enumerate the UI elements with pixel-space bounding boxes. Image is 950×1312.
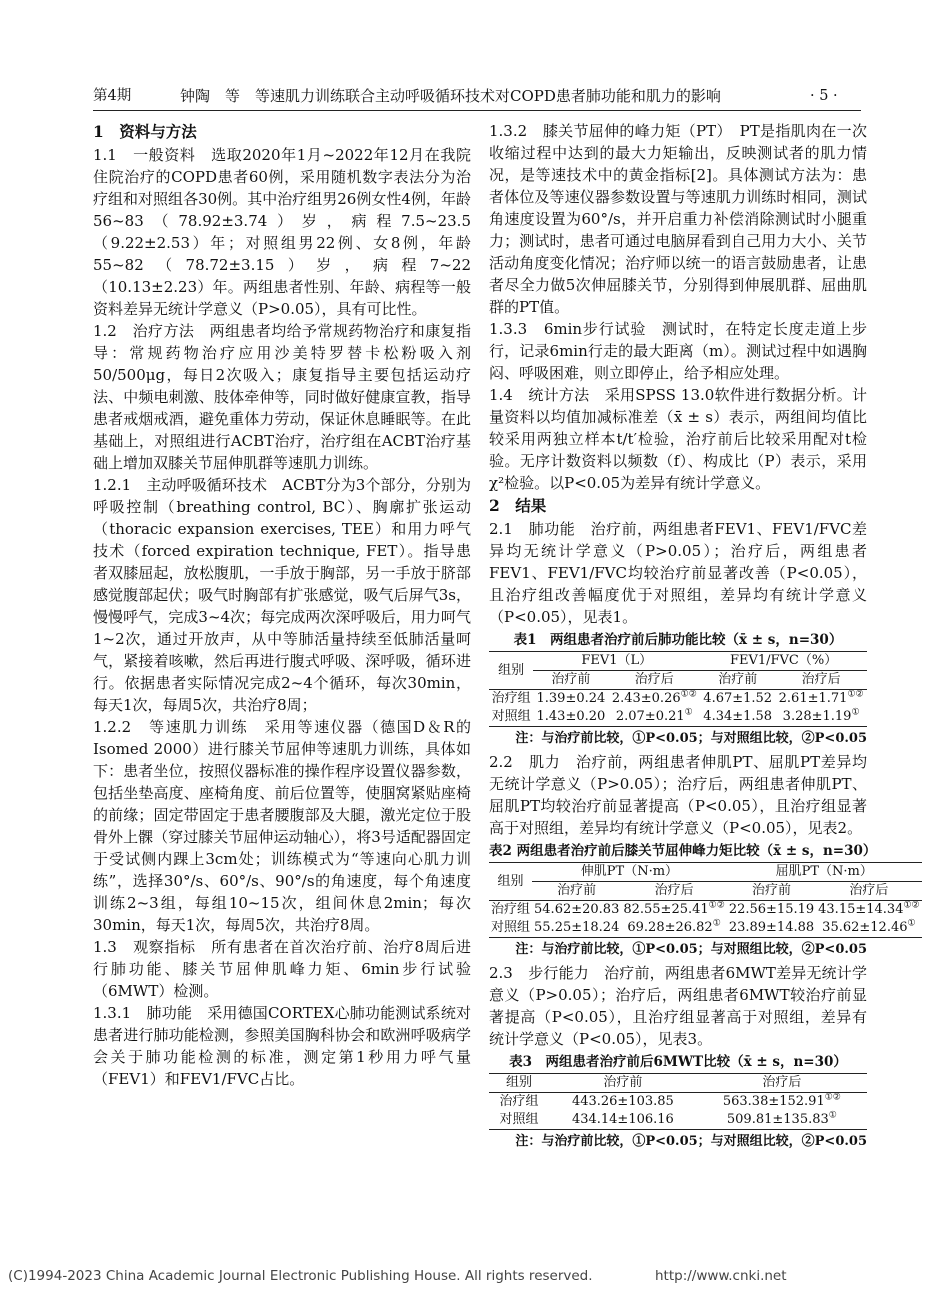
- paragraph-treatment-methods: 1.2 治疗方法 两组患者均给予常规药物治疗和康复指导：常规药物治疗应用沙美特罗替卡松粉吸入剂50/500μg，每日2次吸入；康复指导主要包括运动疗法、中频电刺激、肢体牵伸等，同时做好健康宣教，指导患者戒烟戒酒，避免重体力劳动，保证休息睡眠等。在此基础上，对照组进行ACBT治疗，治疗组在ACBT治疗基础上增加双膝关节屈伸肌群等速肌力训练。: [93, 322, 471, 472]
- table-cell: [621, 919, 726, 938]
- table-cell: [816, 919, 921, 938]
- significance-mark: ①: [712, 918, 721, 929]
- paragraph-6mwt: 1.3.3 6min步行试验 测试时，在特定长度走道上步行，记录6min行走的最大距离（m）。测试过程中如遇胸闷、呼吸困难，则立即停止，给予相应处理。: [489, 320, 867, 382]
- table-cell-value: 35.62±12.46: [822, 920, 908, 935]
- paragraph-peak-torque: 1.3.2 膝关节屈伸的峰力矩（PT） PT是指肌肉在一次收缩过程中达到的最大力矩输出，反映测试者的肌力情况，是等速技术中的黄金指标[2]。具体测试方法为：患者体位及等速仪器参数设置与等速肌力训练时相同，测试角速度设置为60°/s，并开启重力补偿消除测试时小腿重力；测试时，患者可通过电脑屏看到自己用力大小、关节活动角度变化情况；治疗师以统一的语言鼓励患者，让患者尽全力做5次伸屈膝关节，分别得到伸展肌群、屈曲肌群的PT值。: [489, 122, 867, 316]
- table-cell-value: 3.28±1.19: [782, 709, 852, 724]
- significance-mark: ①②: [680, 689, 697, 700]
- table2-header-post: 治疗后: [621, 882, 726, 901]
- table2-header-pre: 治疗前: [532, 882, 621, 901]
- table-cell-value: 2.61±1.71: [778, 691, 848, 706]
- cnki-link[interactable]: http://www.cnki.net: [655, 1268, 787, 1284]
- running-title: 钟陶 等 等速肌力训练联合主动呼吸循环技术对COPD患者肺功能和肌力的影响: [180, 87, 721, 105]
- section-heading-methods: 1 资料与方法: [93, 122, 197, 141]
- table3-caption: 表3 两组患者治疗前后6MWT比较（x̄ ± s，n=30）: [509, 1054, 847, 1070]
- table-cell-value: 2.43±0.26: [611, 691, 681, 706]
- table-cell: 对照组: [489, 708, 533, 727]
- table-cell: [608, 690, 700, 709]
- table-cell: [621, 901, 726, 920]
- paragraph-isokinetic-training: 1.2.2 等速肌力训练 采用等速仪器（德国D＆R的Isomed 2000）进行膝关节屈伸等速肌力训练，具体如下：患者坐位，按照仪器标准的操作程序设置仪器参数，包括坐垫高度、座椅角度、前后位置等，使腘窝紧贴座椅的前缘；固定带固定于患者腰腹部及大腿，激光定位于股骨外上髁（穿过膝关节屈伸运动轴心），将3号适配器固定于受试侧内踝上3cm处；训练模式为“等速向心肌力训练”，选择30°/s、60°/s、90°/s的角速度，每个角速度训练2~3组，每组10~15次，组间休息2min；每次30min，每天1次，每周5次，共治疗8周。: [93, 718, 471, 934]
- table-cell: 22.56±15.19: [728, 902, 815, 917]
- paragraph-observation: 1.3 观察指标 所有患者在首次治疗前、治疗8周后进行肺功能、膝关节屈伸肌峰力矩、6min步行试验（6MWT）检测。: [93, 938, 471, 1000]
- table1-caption: 表1 两组患者治疗前后肺功能比较（x̄ ± s，n=30）: [513, 632, 843, 648]
- paragraph-results-walking: 2.3 步行能力 治疗前，两组患者6MWT差异无统计学意义（P>0.05）；治疗后，两组患者6MWT较治疗前显著提高（P<0.05），且治疗组显著高于对照组，差异有统计学意义（P<0.05），见表3。: [489, 964, 867, 1048]
- table2-header-group: 组别: [489, 863, 532, 901]
- paragraph-results-strength: 2.2 肌力 治疗前，两组患者伸肌PT、屈肌PT差异均无统计学意义（P>0.05）；治疗后，两组患者伸肌PT、屈肌PT均较治疗前显著提高（P<0.05），且治疗组显著高于对照组，差异均有统计学意义（P<0.05），见表2。: [489, 753, 867, 837]
- paragraph-acbt: 1.2.1 主动呼吸循环技术 ACBT分为3个部分，分别为呼吸控制（breathing control, BC）、胸廓扩张运动（thoracic expansion exercises, TEE）和用力呼气技术（forced expiration technique, FET）。指导患者双膝屈起，放松腹肌，一手放于胸部，另一手放于脐部感觉腹部起伏；吸气时胸部有扩张感觉，吸气后屏气3s，慢慢呼气，完成3~4次；每完成两次深呼吸后，用力呵气1~2次，通过开放声，从中等肺活量持续至低肺活量呵气，紧接着咳嗽，然后再进行腹式呼吸、深呼吸，循环进行。依据患者实际情况完成2~4个循环，每次30min，每天1次，每周5次，共治疗8周；: [93, 476, 471, 714]
- table1: [489, 651, 867, 727]
- table-cell-value: 69.28±26.82: [627, 920, 713, 935]
- table-cell: 1.39±0.24: [536, 691, 606, 706]
- significance-mark: ①②: [903, 900, 920, 911]
- table-cell: [816, 901, 921, 920]
- table-cell-value: 563.38±152.91: [722, 1094, 825, 1109]
- table2-header-post: 治疗后: [816, 882, 921, 901]
- issue-number: 第4期: [93, 88, 132, 104]
- table-cell: 4.67±1.52: [703, 691, 773, 706]
- table1-header-pre: 治疗前: [533, 671, 608, 690]
- table-cell: [697, 1093, 867, 1112]
- significance-mark: ①: [851, 707, 860, 718]
- paragraph-lung-function: 1.3.1 肺功能 采用德国CORTEX心肺功能测试系统对患者进行肺功能检测，参照美国胸科协会和欧洲呼吸病学会关于肺功能检测的标准，测定第1秒用力呼气量（FEV1）和FEV1/FVC占比。: [93, 1004, 471, 1088]
- paragraph-statistics: 1.4 统计方法 采用SPSS 13.0软件进行数据分析。计量资料以均值加减标准差（x̄ ± s）表示，两组间均值比较采用两独立样本t/t′检验，治疗前后比较采用配对t检验。无序计数资料以频数（f）、构成比（P）表示，采用χ²检验。以P<0.05为差异有统计学意义。: [489, 386, 867, 492]
- table-row: [489, 901, 922, 920]
- table-cell-value: 43.15±14.34: [818, 902, 904, 917]
- table-cell: [775, 708, 867, 727]
- table-cell: [697, 1111, 867, 1130]
- table-cell: 4.34±1.58: [700, 708, 775, 727]
- table-row: [489, 1111, 867, 1130]
- table-row: [489, 708, 867, 727]
- right-column: [489, 120, 920, 1154]
- page-number: · 5 ·: [810, 88, 838, 104]
- table1-note: 注：与治疗前比较，①P<0.05；与对照组比较，②P<0.05: [515, 731, 867, 746]
- table2: [489, 862, 922, 938]
- table1-header-pre: 治疗前: [700, 671, 775, 690]
- table1-header-ratio: FEV1/FVC（%）: [700, 652, 867, 671]
- table-cell: [775, 690, 867, 709]
- significance-mark: ①: [907, 918, 916, 929]
- table3-header-group: 组别: [489, 1074, 549, 1093]
- table-cell: [608, 708, 700, 727]
- table-row: [489, 919, 922, 938]
- significance-mark: ①②: [708, 900, 725, 911]
- table1-header-post: 治疗后: [775, 671, 867, 690]
- section-heading-results: 2 结果: [489, 496, 547, 515]
- table3-header-pre: 治疗前: [549, 1074, 697, 1093]
- table-cell: 治疗组: [499, 1094, 539, 1109]
- table3-note: 注：与治疗前比较，①P<0.05；与对照组比较，②P<0.05: [515, 1134, 867, 1149]
- significance-mark: ①②: [847, 689, 864, 700]
- table1-header-group: 组别: [489, 652, 533, 690]
- table1-header-fev1: FEV1（L）: [533, 652, 700, 671]
- paragraph-general-data: 1.1 一般资料 选取2020年1月~2022年12月在我院住院治疗的COPD患者60例，采用随机数字表法分为治疗组和对照组各30例。其中治疗组男26例女性4例，年龄56~83（78.92±3.74）岁，病程7.5~23.5（9.22±2.53）年；对照组男22例、女8例，年龄55~82（78.72±3.15）岁，病程7~22（10.13±2.23）年。两组患者性别、年龄、病程等一般资料差异无统计学意义（P>0.05），具有可比性。: [93, 146, 471, 318]
- table-row: [489, 690, 867, 709]
- copyright-notice: (C)1994-2023 China Academic Journal Electronic Publishing House. All rights reserved.: [8, 1268, 593, 1284]
- table-cell: 对照组: [489, 919, 532, 938]
- table1-header-post: 治疗后: [608, 671, 700, 690]
- table-cell-value: 509.81±135.83: [726, 1112, 829, 1127]
- table-cell-value: 82.55±25.41: [623, 902, 709, 917]
- left-column: [93, 120, 471, 1090]
- table-cell: 对照组: [489, 1111, 549, 1130]
- table-cell: 54.62±20.83: [534, 902, 620, 917]
- table2-caption: 表2 两组患者治疗前后膝关节屈伸峰力矩比较（x̄ ± s，n=30）: [489, 843, 877, 859]
- significance-mark: ①: [828, 1110, 837, 1121]
- paragraph-results-lung: 2.1 肺功能 治疗前，两组患者FEV1、FEV1/FVC差异均无统计学意义（P>0.05）；治疗后，两组患者FEV1、FEV1/FVC均较治疗前显著改善（P<0.05），且治疗组改善幅度优于对照组，差异均有统计学意义（P<0.05），见表1。: [489, 520, 867, 626]
- table-cell: 55.25±18.24: [532, 919, 621, 938]
- table2-header-extensor: 伸肌PT（N·m）: [532, 863, 727, 882]
- table-cell-value: 2.07±0.21: [615, 709, 685, 724]
- table3: [489, 1073, 867, 1130]
- table-cell: 治疗组: [491, 691, 531, 706]
- significance-mark: ①: [684, 707, 693, 718]
- table-cell: 23.89±14.88: [727, 919, 816, 938]
- table-cell: 治疗组: [491, 902, 531, 917]
- significance-mark: ①②: [824, 1092, 841, 1103]
- table2-note: 注：与治疗前比较，①P<0.05；与对照组比较，②P<0.05: [515, 942, 867, 957]
- table3-header-post: 治疗后: [697, 1074, 867, 1093]
- table-cell: 434.14±106.16: [549, 1111, 697, 1130]
- table2-header-pre: 治疗前: [727, 882, 816, 901]
- table2-header-flexor: 屈肌PT（N·m）: [727, 863, 922, 882]
- header-rule: [93, 110, 861, 111]
- table-cell: 1.43±0.20: [533, 708, 608, 727]
- table-row: [489, 1093, 867, 1112]
- table-cell: 443.26±103.85: [571, 1094, 674, 1109]
